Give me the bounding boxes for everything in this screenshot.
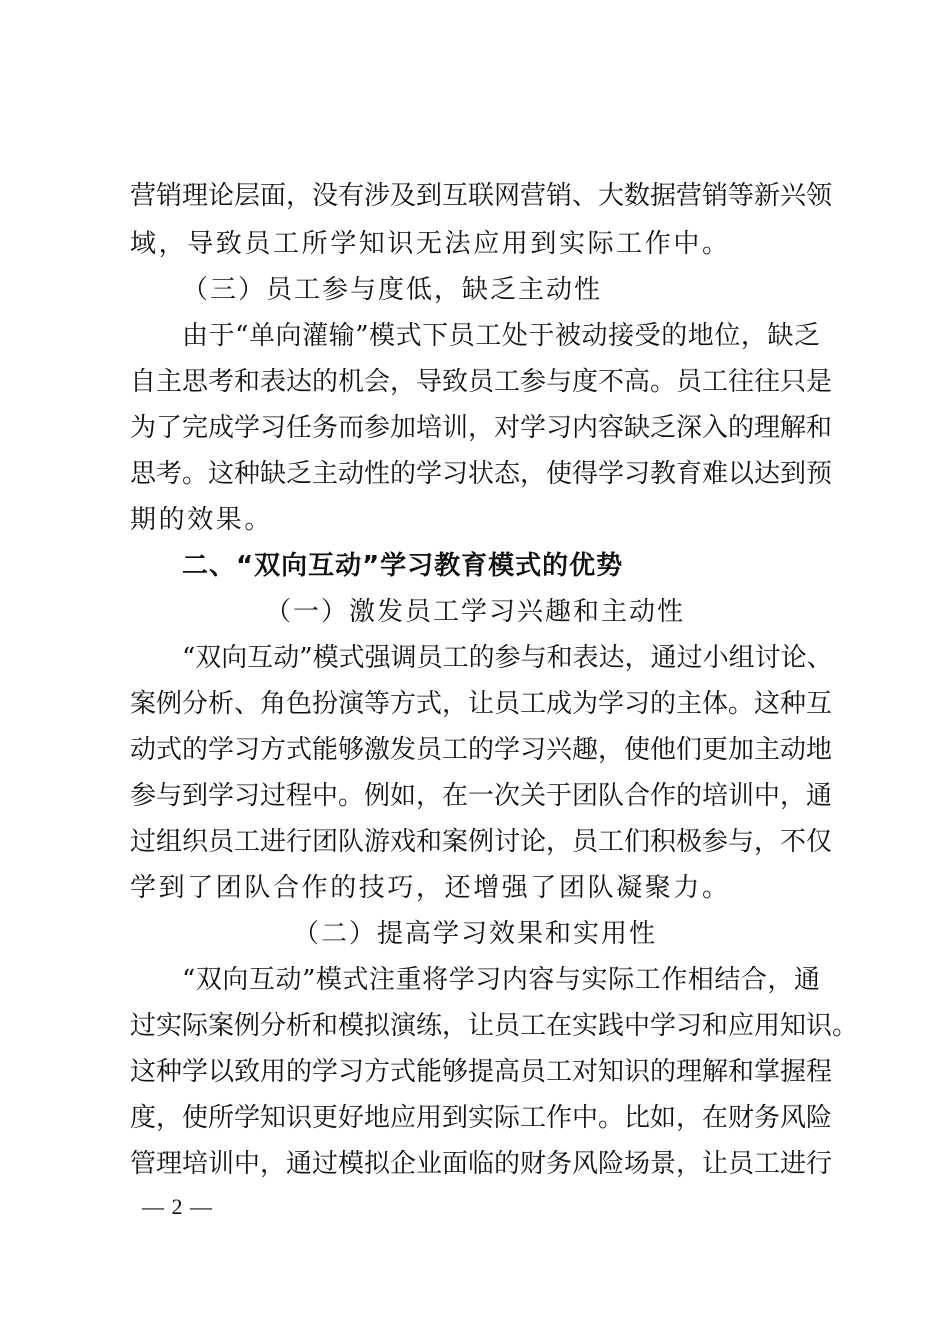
subsection-heading: （二）提高学习效果和实用性 <box>292 919 657 949</box>
paragraph-line: 参与到学习过程中。例如，在一次关于团队合作的培训中，通 <box>130 781 833 811</box>
section-heading: 二、“双向互动”学习教育模式的优势 <box>182 551 624 581</box>
paragraph-line: 由于“单向灌输”模式下员工处于被动接受的地位，缺乏 <box>182 321 820 351</box>
paragraph-line: 为了完成学习任务而参加培训，对学习内容缺乏深入的理解和 <box>130 413 833 443</box>
paragraph-line: 这种学以致用的学习方式能够提高员工对知识的理解和掌握程 <box>130 1057 833 1087</box>
subsection-heading: （一）激发员工学习兴趣和主动性 <box>264 597 685 627</box>
paragraph-line: “双向互动”模式注重将学习内容与实际工作相结合，通 <box>182 965 820 995</box>
page-number: — 2 — <box>142 1194 213 1219</box>
paragraph-line: 过实际案例分析和模拟演练，让员工在实践中学习和应用知识。 <box>130 1011 859 1041</box>
paragraph-line: 学到了团队合作的技巧，还增强了团队凝聚力。 <box>130 873 731 903</box>
paragraph-line: 动式的学习方式能够激发员工的学习兴趣，使他们更加主动地 <box>130 735 833 765</box>
paragraph-line: 过组织员工进行团队游戏和案例讨论，员工们积极参与，不仅 <box>130 827 833 857</box>
paragraph-line: “双向互动”模式强调员工的参与和表达，通过小组讨论、 <box>182 643 833 673</box>
paragraph-line: 期的效果。 <box>130 505 274 535</box>
paragraph-line: 域，导致员工所学知识无法应用到实际工作中。 <box>130 229 731 259</box>
paragraph-line: 思考。这种缺乏主动性的学习状态，使得学习教育难以达到预 <box>130 459 833 489</box>
paragraph-line: 管理培训中，通过模拟企业面临的财务风险场景，让员工进行 <box>130 1149 833 1179</box>
paragraph-line: 自主思考和表达的机会，导致员工参与度不高。员工往往只是 <box>130 367 833 397</box>
paragraph-line: 案例分析、角色扮演等方式，让员工成为学习的主体。这种互 <box>130 689 833 719</box>
subsection-heading: （三）员工参与度低，缺乏主动性 <box>182 275 603 305</box>
paragraph-line: 度，使所学知识更好地应用到实际工作中。比如，在财务风险 <box>130 1103 833 1133</box>
paragraph-line: 营销理论层面，没有涉及到互联网营销、大数据营销等新兴领 <box>130 181 833 211</box>
